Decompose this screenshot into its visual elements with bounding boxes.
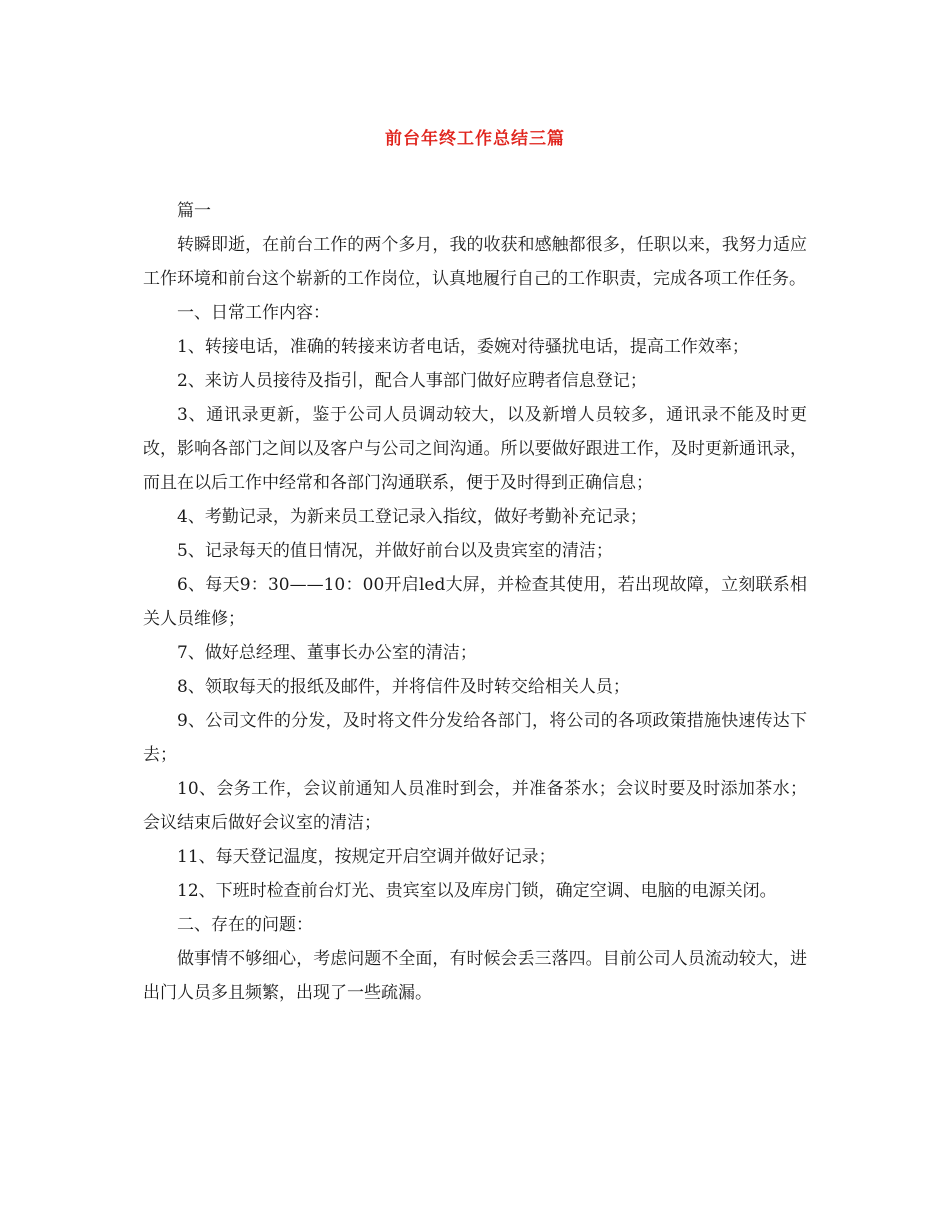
section-heading: 二、存在的问题： (177, 915, 313, 935)
paragraph: 做事情不够细心，考虑问题不全面，有时候会丢三落四。目前公司人员流动较大，进出门人员多且频繁，出现了一些疏漏。 (143, 949, 807, 1003)
list-item: 8、领取每天的报纸及邮件，并将信件及时转交给相关人员； (177, 677, 630, 697)
section-heading: 一、日常工作内容： (177, 303, 330, 323)
document-body (143, 194, 807, 1010)
paragraph: 转瞬即逝，在前台工作的两个多月，我的收获和感触都很多，任职以来，我努力适应工作环境和前台这个崭新的工作岗位，认真地履行自己的工作职责，完成各项工作任务。 (143, 235, 807, 289)
list-item: 11、每天登记温度，按规定开启空调并做好记录； (177, 847, 556, 867)
list-item: 9、公司文件的分发，及时将文件分发给各部门，将公司的各项政策措施快速传达下去； (143, 711, 807, 765)
section-heading: 篇一 (177, 201, 211, 221)
list-item: 10、会务工作，会议前通知人员准时到会，并准备茶水；会议时要及时添加茶水；会议结束后做好会议室的清洁； (143, 779, 807, 833)
list-item: 4、考勤记录，为新来员工登记录入指纹，做好考勤补充记录； (177, 507, 647, 527)
list-item: 5、记录每天的值日情况，并做好前台以及贵宾室的清洁； (177, 541, 613, 561)
page-title: 前台年终工作总结三篇 (385, 129, 565, 149)
list-item: 3、通讯录更新，鉴于公司人员调动较大，以及新增人员较多，通讯录不能及时更改，影响各部门之间以及客户与公司之间沟通。所以要做好跟进工作，及时更新通讯录，而且在以后工作中经常和各部门沟通联系，便于及时得到正确信息； (143, 405, 807, 493)
list-item: 6、每天9：30——10：00开启led大屏，并检查其使用，若出现故障，立刻联系相关人员维修； (143, 575, 807, 629)
list-item: 12、下班时检查前台灯光、贵宾室以及库房门锁，确定空调、电脑的电源关闭。 (177, 881, 777, 901)
list-item: 7、做好总经理、董事长办公室的清洁； (177, 643, 477, 663)
list-item: 2、来访人员接待及指引，配合人事部门做好应聘者信息登记； (177, 371, 647, 391)
list-item: 1、转接电话，准确的转接来访者电话，委婉对待骚扰电话，提高工作效率； (177, 337, 749, 357)
